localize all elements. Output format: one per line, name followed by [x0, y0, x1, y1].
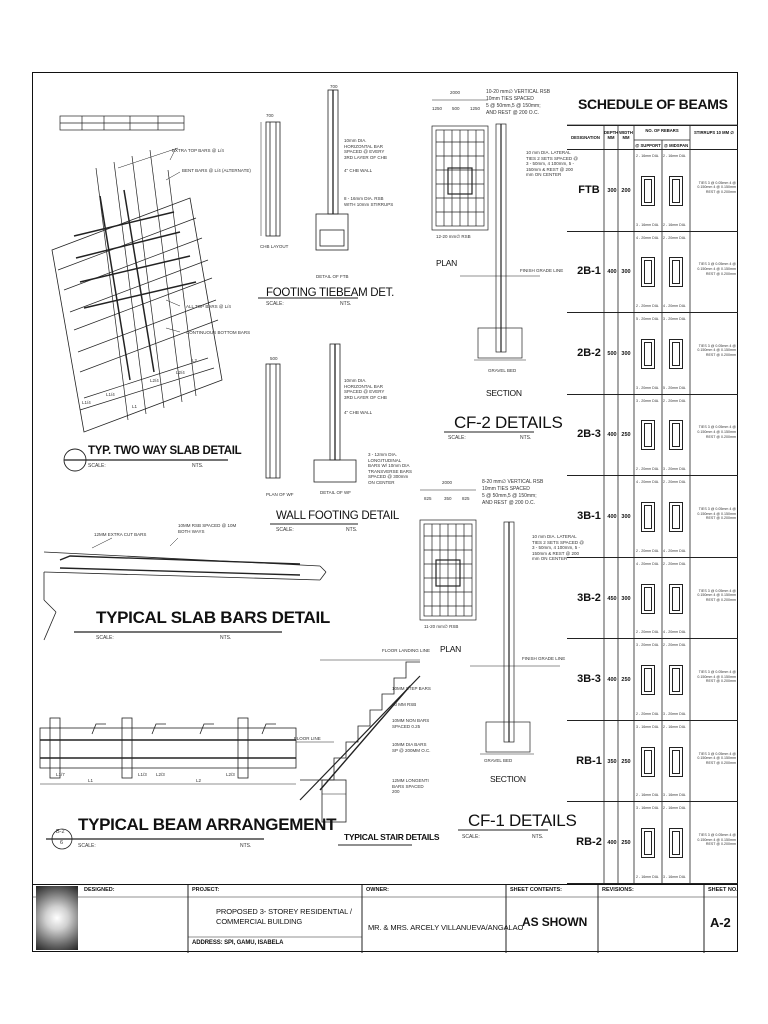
header-at-support: @ SUPPORT — [635, 143, 661, 148]
cf2-note-5: 10 mm DIA. LATERAL TIES 2 SETS SPACED @ 3 - 50mm, 4 100mm, 5 - 150mm & REST @ 200 mm ON CENTER — [526, 150, 578, 177]
beam-section-diagram — [641, 420, 655, 450]
rebar-note: 3 - 16mm DIA. — [663, 874, 687, 879]
wf-label-2: DETAIL OF WF — [320, 490, 351, 495]
cf1-nts: NTS. — [532, 834, 544, 840]
revisions-label: REVISIONS: — [602, 887, 634, 893]
beam-dim-2: L1 — [88, 778, 94, 783]
stair-note-1: FLOOR LANDING LINE — [382, 648, 431, 653]
title-block — [32, 884, 738, 952]
beam-designation: RB-1 — [576, 754, 602, 767]
beam-depth: 300 — [607, 187, 617, 194]
slab-bars-note-2: 10MM RSB SPACED @ 10M BOTH WAYS — [178, 523, 237, 534]
beam-width: 250 — [621, 840, 631, 847]
project-line-2: COMMERCIAL BUILDING — [216, 917, 303, 926]
footing-tiebeam-scale: SCALE: — [266, 301, 284, 307]
beam-schedule-table — [567, 125, 738, 884]
cf2-note-7: GRAVEL BED — [488, 368, 517, 373]
cf1-note-8: 11-20 mm∅ RSB — [424, 624, 459, 629]
designed-label: DESIGNED: — [84, 887, 115, 893]
slab-dim-3: L1 — [132, 404, 138, 409]
cf2-note-1: 10-20 mm∅ VERTICAL RSB — [486, 89, 551, 95]
beam-section-diagram — [641, 584, 655, 614]
beam-width: 250 — [621, 432, 631, 439]
beam-depth: 400 — [607, 840, 617, 847]
rebar-note: 4 - 20mm DIA. — [663, 304, 687, 309]
rebar-note: 4 - 20mm DIA. — [636, 561, 660, 566]
beam-section-diagram — [669, 176, 683, 206]
rebar-note: 3 - 20mm DIA. — [636, 385, 660, 390]
beam-section-diagram — [641, 828, 655, 858]
header-depth: DEPTH MM — [604, 130, 619, 140]
header-width: WIDTH MM — [619, 130, 633, 140]
cf1-note-5: 10 mm DIA. LATERAL TIES 2 SETS SPACED @ 3 - 50mm, 4 100mm, 5 - 150mm & REST @ 200 mm ON CENTER — [532, 534, 584, 561]
rebar-note: 2 - 16mm DIA. — [663, 806, 687, 811]
ftb-label-2: DETAIL OF FTB — [316, 274, 349, 279]
rebar-note: 3 - 20mm DIA. — [663, 317, 687, 322]
cf1-note-4: AND REST @ 200 O.C. — [482, 500, 536, 506]
slab-dim-1: L1/4 — [82, 400, 91, 405]
schedule-title: SCHEDULE OF BEAMS — [578, 96, 728, 112]
cf2-scale: SCALE: — [448, 435, 466, 441]
stirrups-note: TIES 3 @ 0.05mm 4 @ 0.150mm 4 @ 0.150mm REST @ 0.200mm — [697, 262, 736, 276]
cf1-note-7: GRAVEL BED — [484, 758, 513, 763]
rebar-note: 2 - 20mm DIA. — [636, 548, 660, 553]
stirrups-note: TIES 3 @ 0.05mm 4 @ 0.150mm 4 @ 0.150mm REST @ 0.200mm — [697, 506, 736, 521]
rebar-note: 2 - 20mm DIA. — [663, 235, 687, 240]
stair-title: TYPICAL STAIR DETAILS — [344, 832, 440, 842]
footing-tiebeam-drawing — [258, 90, 358, 298]
stirrups-note: TIES 3 @ 0.05mm 4 @ 0.150mm 4 @ 0.150mm REST @ 0.200mm — [697, 751, 736, 765]
cf1-title: CF-1 DETAILS — [468, 811, 577, 830]
slab-bars-nts: NTS. — [220, 635, 232, 641]
cf2-plan-label: PLAN — [436, 258, 458, 268]
cf2-dim-4: 1250 — [470, 106, 481, 111]
ftb-note-1: 10mm DIA. HORIZONTAL BAR SPACED @ EVERY 3RD LAYER OF CHB — [344, 138, 387, 160]
rebar-note: 3 - 16mm DIA. — [636, 222, 660, 227]
ftb-label-1: CHB LAYOUT — [260, 244, 289, 249]
rebar-note: 4 - 20mm DIA. — [636, 480, 660, 485]
cf2-note-8: 12-20 mm∅ RSB — [436, 234, 471, 239]
rebar-note: 5 - 20mm DIA. — [636, 317, 660, 322]
beam-section-diagram — [641, 747, 655, 777]
beam-width: 200 — [621, 187, 631, 194]
slab-dim-5: L2/4 — [176, 370, 185, 375]
beam-depth: 350 — [607, 758, 617, 765]
slab-note-1: EXTRA TOP BARS @ L/4 — [172, 148, 224, 153]
beam-section-diagram — [641, 176, 655, 206]
beam-depth: 400 — [607, 677, 617, 684]
company-logo — [36, 886, 78, 950]
schedule-header — [567, 125, 738, 150]
stirrups-note: TIES 3 @ 0.05mm 4 @ 0.150mm 4 @ 0.150mm REST @ 0.200mm — [697, 180, 736, 194]
two-way-slab-nts: NTS. — [192, 463, 204, 469]
slab-note-3: ALL TOP BARS @ L/4 — [186, 304, 231, 309]
two-way-slab-scale: SCALE: — [88, 463, 106, 469]
cf1-note-6: FINISH GRADE LINE — [522, 656, 566, 661]
schedule-row — [567, 721, 738, 803]
rebar-note: 3 - 20mm DIA. — [636, 398, 660, 403]
cf2-dim-3: 500 — [452, 106, 460, 111]
beam-section-diagram — [669, 420, 683, 450]
wall-footing-title: WALL FOOTING DETAIL — [276, 510, 399, 522]
cf1-section-label: SECTION — [490, 774, 526, 784]
footing-tiebeam-title: FOOTING TIEBEAM DET. — [266, 287, 394, 299]
sheet-contents-label: SHEET CONTENTS: — [510, 887, 562, 893]
cf1-dim-4: 825 — [462, 496, 470, 501]
rebar-note: 2 - 16mm DIA. — [663, 222, 687, 227]
beam-width: 300 — [621, 269, 631, 276]
project-address: ADDRESS: SPI, GAMU, ISABELA — [192, 940, 284, 946]
slab-note-2: BENT BARS @ L/4 (ALTERNATE) — [182, 168, 251, 173]
beam-dim-3: L1/3 — [138, 772, 147, 777]
cf2-note-3: 5 @ 50mm,5 @ 150mm; — [486, 103, 541, 109]
beam-designation: 2B-3 — [577, 428, 601, 441]
rebar-note: 3 - 20mm DIA. — [663, 711, 687, 716]
rebar-note: 4 - 20mm DIA. — [636, 235, 660, 240]
slab-bars-title: TYPICAL SLAB BARS DETAIL — [96, 608, 330, 627]
beam-dim-5: L2 — [196, 778, 202, 783]
cf1-note-1: 8-20 mm∅ VERTICAL RSB — [482, 479, 544, 485]
beam-dim-4: L2/3 — [156, 772, 165, 777]
sheet-contents: AS SHOWN — [522, 915, 588, 929]
cf2-note-6: FINISH GRADE LINE — [520, 268, 564, 273]
cf1-note-2: 10mm TIES SPACED — [482, 486, 530, 492]
beam-depth: 400 — [607, 269, 617, 276]
schedule-row — [567, 802, 738, 884]
beam-section-diagram — [641, 502, 655, 532]
cf2-dim-2: 1250 — [432, 106, 443, 111]
stair-note-7: FLOOR LINE — [294, 736, 321, 741]
cf2-note-2: 10mm TIES SPACED — [486, 96, 534, 102]
cf2-note-4: AND REST @ 200 O.C. — [486, 110, 540, 116]
two-way-slab-title: TYP. TWO WAY SLAB DETAIL — [88, 445, 242, 457]
beam-arrangement-scale: SCALE: — [78, 843, 96, 849]
rebar-note: 3 - 16mm DIA. — [636, 806, 660, 811]
beam-depth: 450 — [607, 595, 617, 602]
beam-section-diagram — [669, 339, 683, 369]
beam-arrangement-title: TYPICAL BEAM ARRANGEMENT — [78, 815, 337, 834]
rebar-note: 2 - 20mm DIA. — [636, 630, 660, 635]
schedule-row — [567, 639, 738, 721]
beam-section-diagram — [669, 665, 683, 695]
beam-designation: FTB — [578, 183, 600, 196]
beam-designation: 2B-1 — [577, 265, 601, 278]
rebar-note: 2 - 20mm DIA. — [663, 561, 687, 566]
beam-depth: 400 — [607, 513, 617, 520]
cf1-dim-3: 350 — [444, 496, 452, 501]
beam-arrangement-nts: NTS. — [240, 843, 252, 849]
owner-name: MR. & MRS. ARCELY VILLANUEVA/ANGALAO — [368, 923, 524, 932]
ftb-dim-2: 700 — [330, 84, 338, 89]
cf2-dim-1: 2000 — [450, 90, 461, 95]
schedule-row — [567, 476, 738, 558]
wf-note-1: 10mm DIA. HORIZONTAL BAR SPACED @ EVERY 3RD LAYER OF CHB — [344, 378, 387, 400]
ftb-dim-1: 700 — [266, 113, 274, 118]
rebar-note: 2 - 16mm DIA. — [636, 874, 660, 879]
beam-dim-6: L2/3 — [226, 772, 235, 777]
beam-bubble-top: B-2 — [56, 829, 65, 835]
beam-designation: 2B-2 — [577, 346, 601, 359]
footing-tiebeam-nts: NTS. — [340, 301, 352, 307]
slab-dim-6: L2 — [192, 358, 198, 363]
cf1-dim-2: 825 — [424, 496, 432, 501]
rebar-note: 5 - 20mm DIA. — [663, 385, 687, 390]
sheet-no-label: SHEET NO. — [708, 887, 738, 893]
rebar-note: 2 - 16mm DIA. — [663, 154, 687, 158]
beam-section-diagram — [641, 665, 655, 695]
beam-width: 300 — [621, 595, 631, 602]
beam-designation: 3B-2 — [577, 591, 601, 604]
stair-note-3: 10 MM RSB — [392, 702, 417, 707]
sheet-no: A-2 — [710, 915, 731, 930]
rebar-note: 2 - 20mm DIA. — [663, 398, 687, 403]
wall-footing-nts: NTS. — [346, 527, 358, 533]
beam-dim-1: L1/7 — [56, 772, 65, 777]
header-stirrups: STIRRUPS 10 MM ∅ — [694, 130, 734, 135]
stair-note-6: 12MM LONGENTI BARS SPACED 200 — [392, 778, 429, 794]
stirrups-note: TIES 3 @ 0.05mm 4 @ 0.150mm 4 @ 0.150mm REST @ 0.200mm — [697, 588, 736, 602]
wall-footing-scale: SCALE: — [276, 527, 294, 533]
slab-bars-note-1: 12MM EXTRA CUT BARS — [94, 532, 147, 537]
rebar-note: 3 - 16mm DIA. — [636, 724, 660, 729]
schedule-row — [567, 558, 738, 640]
beam-section-diagram — [641, 339, 655, 369]
title-block-lines — [32, 885, 738, 953]
header-designation: DESIGNATION — [571, 135, 600, 140]
beam-designation: RB-2 — [576, 836, 602, 849]
slab-note-4: CONTINUOUS BOTTOM BARS — [186, 330, 251, 335]
slab-dim-4: L2/4 — [150, 378, 159, 383]
ftb-note-2: 4" CHB WALL — [344, 168, 373, 173]
beam-section-diagram — [669, 502, 683, 532]
rebar-note: 4 - 20mm DIA. — [663, 548, 687, 553]
rebar-note: 3 - 20mm DIA. — [636, 643, 660, 648]
header-at-midspan: @ MIDSPAN — [663, 143, 689, 148]
stirrups-note: TIES 3 @ 0.05mm 4 @ 0.150mm 4 @ 0.150mm REST @ 0.200mm — [697, 425, 736, 439]
wf-dim-1: 500 — [270, 356, 278, 361]
beam-designation: 3B-1 — [577, 509, 601, 522]
rebar-note: 2 - 20mm DIA. — [663, 643, 687, 648]
rebar-note: 3 - 16mm DIA. — [663, 793, 687, 798]
beam-depth: 500 — [607, 350, 617, 357]
schedule-row — [567, 395, 738, 477]
ftb-note-3: 8 - 16mm DIA. RSB WITH 10mm STIRRUPS — [344, 196, 394, 207]
wf-label-1: PLAN OF WF — [266, 492, 294, 497]
beam-width: 300 — [621, 350, 631, 357]
cf2-nts: NTS. — [520, 435, 532, 441]
project-line-1: PROPOSED 3- STOREY RESIDENTIAL / — [216, 907, 352, 916]
two-way-slab-drawing — [52, 116, 222, 432]
beam-section-diagram — [669, 257, 683, 287]
rebar-note: 2 - 20mm DIA. — [663, 480, 687, 485]
beam-section-diagram — [669, 828, 683, 858]
slab-bars-scale: SCALE: — [96, 635, 114, 641]
beam-bubble-bottom: 6 — [60, 840, 64, 846]
rebar-note: 2 - 16mm DIA. — [636, 793, 660, 798]
cf1-dim-1: 2000 — [442, 480, 453, 485]
wf-note-2: 4" CHB WALL — [344, 410, 373, 415]
beam-depth: 400 — [607, 432, 617, 439]
beam-width: 300 — [621, 513, 631, 520]
rebar-note: 2 - 20mm DIA. — [636, 304, 660, 309]
wf-note-3: 3 - 12mm DIA. LONGITUDINAL BARS W/ 10mm DIA TRANSVERSE BARS SPACED @ 300mm ON CENTER — [368, 452, 413, 485]
beam-section-diagram — [669, 747, 683, 777]
cf1-note-3: 5 @ 50mm,5 @ 150mm; — [482, 493, 537, 499]
stair-note-4: 10MM NON BARS SPACED 0.25 — [392, 718, 430, 729]
slab-dim-2: L1/4 — [106, 392, 115, 397]
project-label: PROJECT: — [192, 887, 220, 893]
cf2-title: CF-2 DETAILS — [454, 413, 563, 432]
stirrups-note: TIES 3 @ 0.05mm 4 @ 0.150mm 4 @ 0.150mm REST @ 0.200mm — [697, 833, 736, 847]
schedule-row — [567, 150, 738, 232]
schedule-row — [567, 313, 738, 395]
beam-designation: 3B-3 — [577, 673, 601, 686]
beam-section-diagram — [669, 584, 683, 614]
owner-label: OWNER: — [366, 887, 389, 893]
beam-section-diagram — [641, 257, 655, 287]
stair-note-2: 10MM STEP BARS — [392, 686, 431, 691]
cf2-section-label: SECTION — [486, 388, 522, 398]
beam-width: 250 — [621, 758, 631, 765]
rebar-note: 4 - 20mm DIA. — [663, 630, 687, 635]
beam-width: 250 — [621, 677, 631, 684]
rebar-note: 3 - 20mm DIA. — [663, 467, 687, 472]
rebar-note: 2 - 20mm DIA. — [636, 711, 660, 716]
rebar-note: 2 - 16mm DIA. — [636, 154, 660, 158]
stirrups-note: TIES 3 @ 0.05mm 4 @ 0.150mm 4 @ 0.150mm REST @ 0.200mm — [697, 670, 736, 684]
schedule-row — [567, 232, 738, 314]
rebar-note: 2 - 20mm DIA. — [636, 467, 660, 472]
cf1-plan-label: PLAN — [440, 644, 462, 654]
header-no-of-rebars: NO. OF REBARS — [645, 128, 679, 133]
rebar-note: 2 - 16mm DIA. — [663, 724, 687, 729]
stair-note-5: 10MM DIA BARS SP @ 200MM O.C. — [392, 742, 431, 753]
stirrups-note: TIES 3 @ 0.05mm 4 @ 0.150mm 4 @ 0.150mm REST @ 0.200mm — [697, 343, 736, 358]
cf1-scale: SCALE: — [462, 834, 480, 840]
